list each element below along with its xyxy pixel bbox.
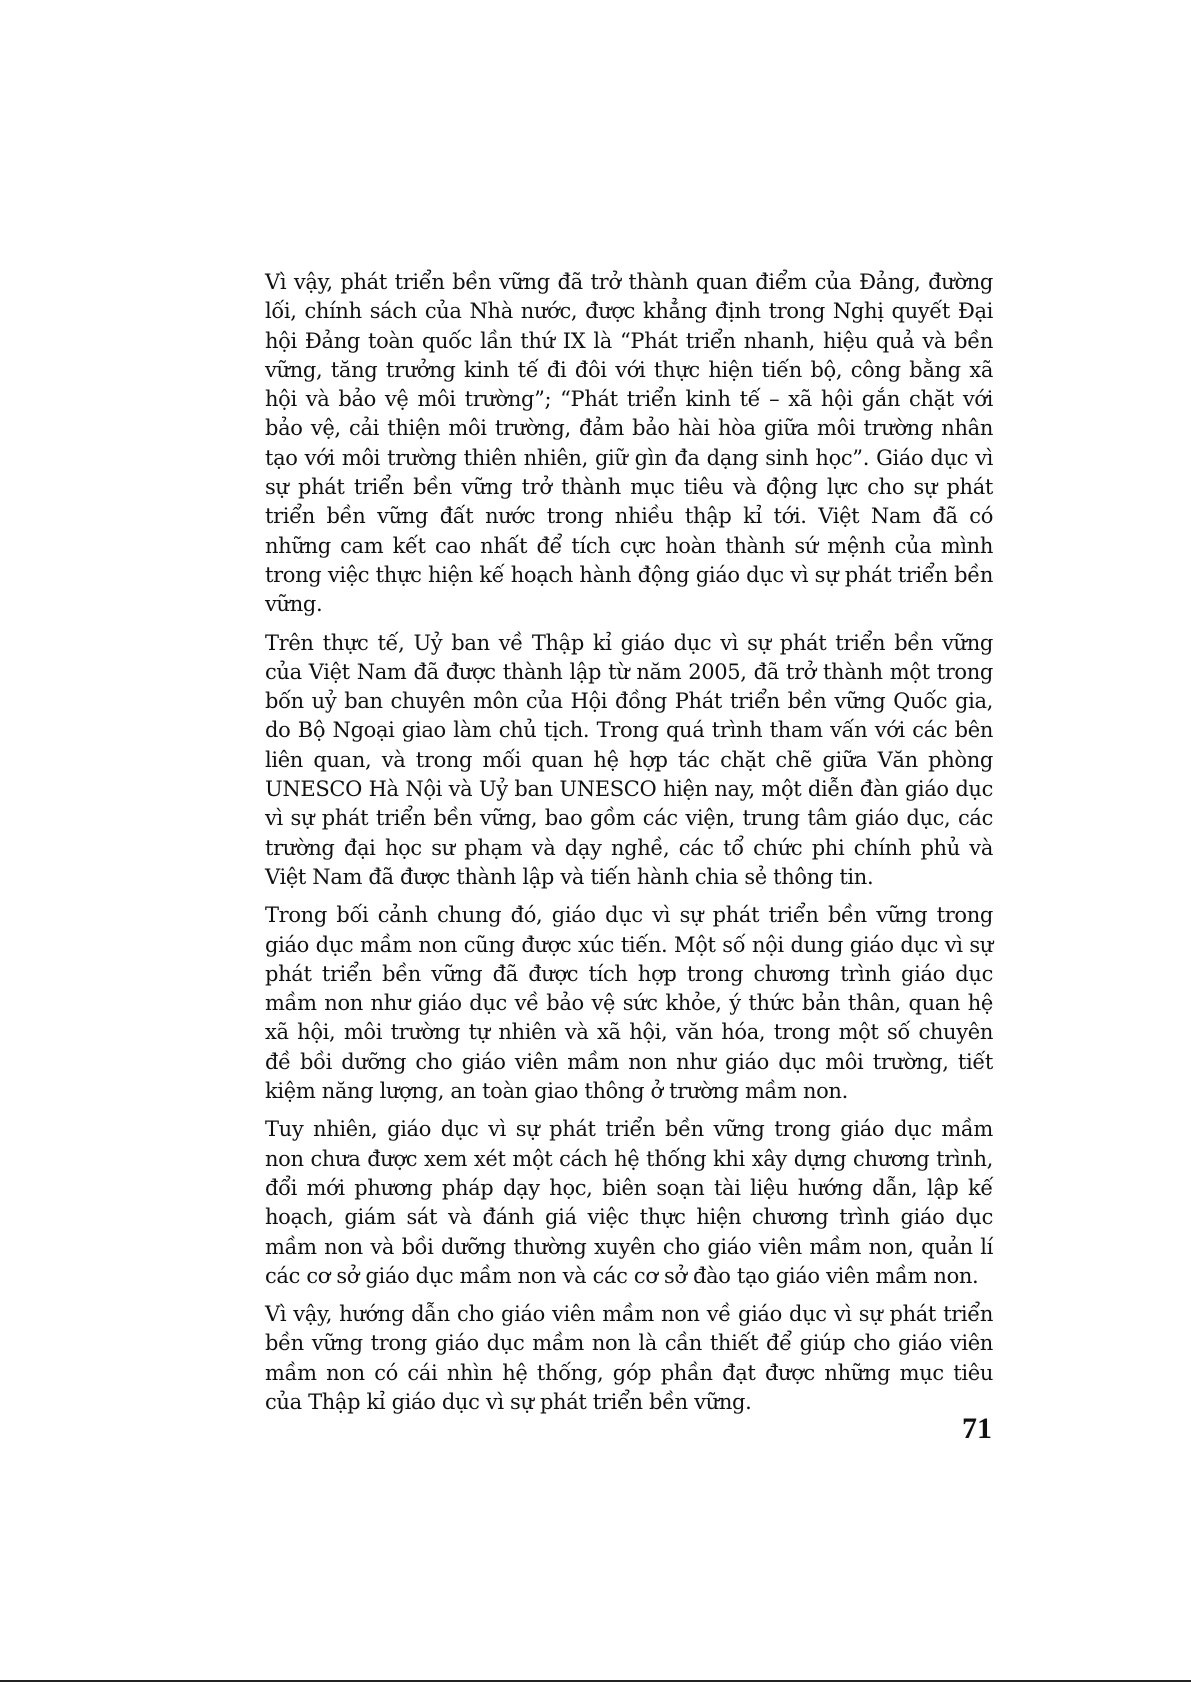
paragraph-1: Vì vậy, phát triển bền vững đã trở thành quan điểm của Đảng, đường lối, chính sách của Nhà nước, được khẳng định trong Nghị quyết Đại hội Đảng toàn quốc lần thứ IX là “Phát triển nhanh, hiệu quả và bền vững, tăng trưởng kinh tế đi đôi với thực hiện tiến bộ, công bằng xã hội và bảo vệ môi trường”; “Phát triển kinh tế – xã hội gắn chặt với bảo vệ, cải thiện môi trường, đảm bảo hài hòa giữa môi trường nhân tạo với môi trường thiên nhiên, giữ gìn đa dạng sinh học”. Giáo dục vì sự phát triển bền vững trở thành mục tiêu và động lực cho sự phát triển bền vững đất nước trong nhiều thập kỉ tới. Việt Nam đã có những cam kết cao nhất để tích cực hoàn thành sứ mệnh của mình trong việc thực hiện kế hoạch hành động giáo dục vì sự phát triển bền vững. <box>265 270 993 617</box>
paragraph-4: Tuy nhiên, giáo dục vì sự phát triển bền vững trong giáo dục mầm non chưa được xem xét một cách hệ thống khi xây dựng chương trình, đổi mới phương pháp dạy học, biên soạn tài liệu hướng dẫn, lập kế hoạch, giám sát và đánh giá việc thực hiện chương trình giáo dục mầm non và bồi dưỡng thường xuyên cho giáo viên mầm non, quản lí các cơ sở giáo dục mầm non và các cơ sở đào tạo giáo viên mầm non. <box>265 1117 993 1288</box>
paragraph-2: Trên thực tế, Uỷ ban về Thập kỉ giáo dục vì sự phát triển bền vững của Việt Nam đã được thành lập từ năm 2005, đã trở thành một trong bốn uỷ ban chuyên môn của Hội đồng Phát triển bền vững Quốc gia, do Bộ Ngoại giao làm chủ tịch. Trong quá trình tham vấn với các bên liên quan, và trong mối quan hệ hợp tác chặt chẽ giữa Văn phòng UNESCO Hà Nội và Uỷ ban UNESCO hiện nay, một diễn đàn giáo dục vì sự phát triển bền vững, bao gồm các viện, trung tâm giáo dục, các trường đại học sư phạm và dạy nghề, các tổ chức phi chính phủ và Việt Nam đã được thành lập và tiến hành chia sẻ thông tin. <box>265 630 993 889</box>
page-bottom-edge <box>0 1680 1191 1682</box>
page-number: 71 <box>962 1412 992 1445</box>
body-text <box>265 268 993 1426</box>
paragraph-3: Trong bối cảnh chung đó, giáo dục vì sự phát triển bền vững trong giáo dục mầm non cũng được xúc tiến. Một số nội dung giáo dục vì sự phát triển bền vững đã được tích hợp trong chương trình giáo dục mầm non như giáo dục về bảo vệ sức khỏe, ý thức bản thân, quan hệ xã hội, môi trường tự nhiên và xã hội, văn hóa, trong một số chuyên đề bồi dưỡng cho giáo viên mầm non như giáo dục môi trường, tiết kiệm năng lượng, an toàn giao thông ở trường mầm non. <box>265 903 993 1104</box>
paragraph-5: Vì vậy, hướng dẫn cho giáo viên mầm non về giáo dục vì sự phát triển bền vững trong giáo dục mầm non là cần thiết để giúp cho giáo viên mầm non có cái nhìn hệ thống, góp phần đạt được những mục tiêu của Thập kỉ giáo dục vì sự phát triển bền vững. <box>265 1302 993 1414</box>
